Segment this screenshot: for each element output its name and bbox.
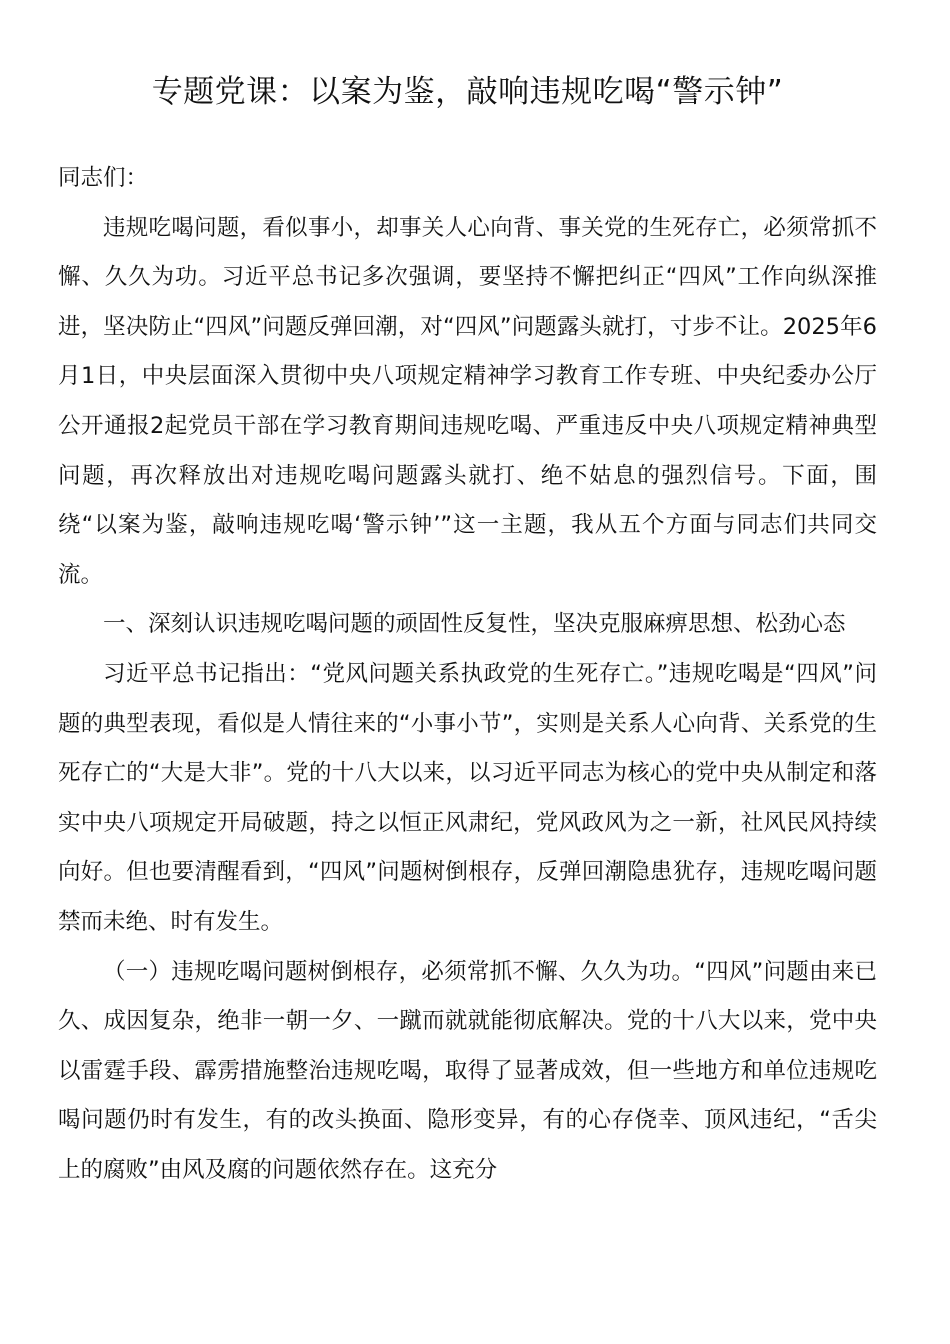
document-body [58, 154, 877, 1195]
paragraph-intro: 违规吃喝问题，看似事小，却事关人心向背、事关党的生死存亡，必须常抓不懈、久久为功。习近平总书记多次强调，要坚持不懈把纠正“四风”工作向纵深推进，坚决防止“四风”问题反弹回潮，对“四风”问题露头就打，寸步不让。2025年6月1日，中央层面深入贯彻中央八项规定精神学习教育工作专班、中央纪委办公厅公开通报2起党员干部在学习教育期间违规吃喝、严重违反中央八项规定精神典型问题，再次释放出对违规吃喝问题露头就打、绝不姑息的强烈信号。下面，围绕“以案为鉴，敲响违规吃喝‘警示钟’”这一主题，我从五个方面与同志们共同交流。 [58, 214, 877, 588]
section-heading-1: 一、深刻认识违规吃喝问题的顽固性反复性，坚决克服麻痹思想、松劲心态 [103, 611, 846, 638]
salutation: 同志们： [58, 165, 149, 191]
document-title: 专题党课：以案为鉴，敲响违规吃喝“警示钟” [151, 74, 784, 110]
paragraph-subsection-1: （一）违规吃喝问题树倒根存，必须常抓不懈、久久为功。“四风”问题由来已久、成因复杂，绝非一朝一夕、一蹴而就就能彻底解决。党的十八大以来，党中央以雷霆手段、霹雳措施整治违规吃喝，取得了显著成效，但一些地方和单位违规吃喝问题仍时有发生，有的改头换面、隐形变异，有的心存侥幸、顶风违纪，“舌尖上的腐败”由风及腐的问题依然存在。这充分 [58, 958, 877, 1183]
paragraph-section-1: 习近平总书记指出：“党风问题关系执政党的生死存亡。”违规吃喝是“四风”问题的典型表现，看似是人情往来的“小事小节”，实则是关系人心向背、关系党的生死存亡的“大是大非”。党的十八大以来，以习近平同志为核心的党中央从制定和落实中央八项规定开局破题，持之以恒正风肃纪，党风政风为之一新，社风民风持续向好。但也要清醒看到，“四风”问题树倒根存，反弹回潮隐患犹存，违规吃喝问题禁而未绝、时有发生。 [58, 660, 877, 935]
